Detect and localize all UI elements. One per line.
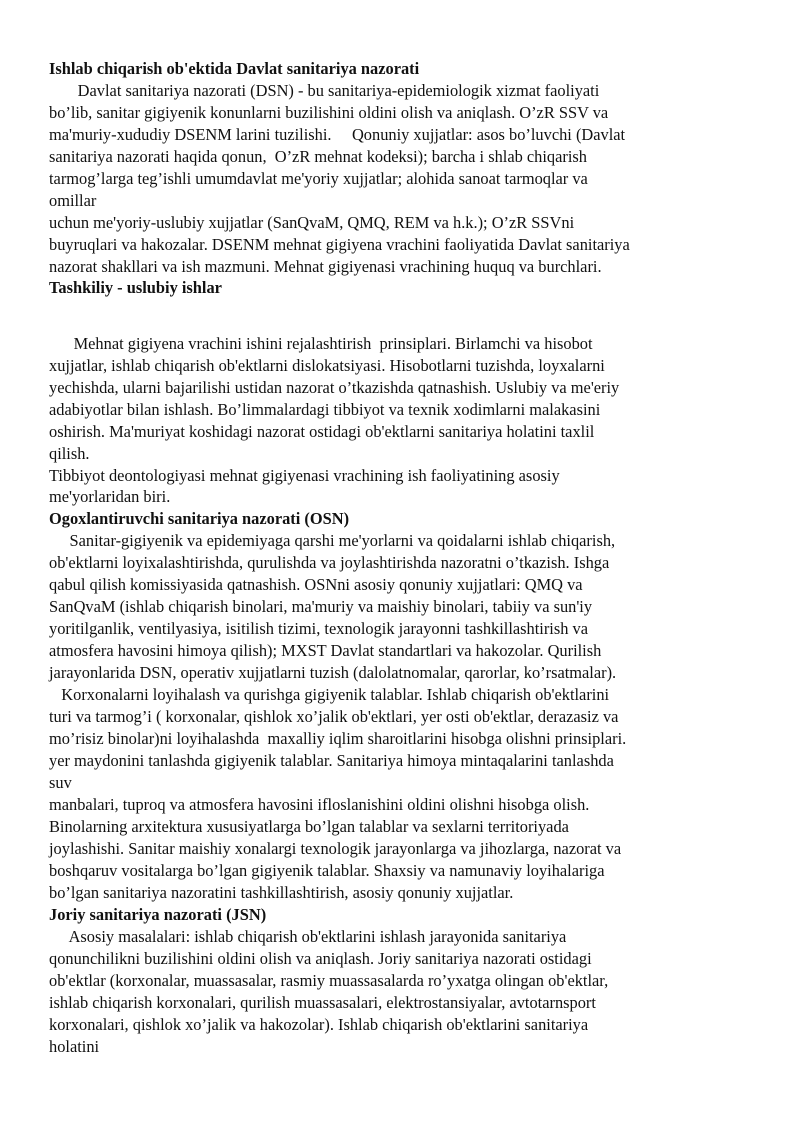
text-line: qonunchilikni buzilishini oldini olish va aniqlash. Joriy sanitariya nazorati ostidagi	[49, 949, 592, 968]
text-line: Tibbiyot deontologiyasi mehnat gigiyenasi vrachining ish faoliyatining asosiy	[49, 466, 560, 485]
text-line: oshirish. Ma'muriyat koshidagi nazorat ostidagi ob'ektlarni sanitariya holatini taxlil	[49, 422, 595, 441]
text-line: ma'muriy-xududiy DSENM larini tuzilishi. Qonuniy xujjatlar: asos bo’luvchi (Davlat	[49, 125, 626, 144]
text-line: ob'ektlarni loyixalashtirishda, qurulishda va joylashtirishda nazoratni o’tkazish. Ishga	[49, 553, 610, 572]
text-line: Asosiy masalalari: ishlab chiqarish ob'ektlarini ishlash jarayonida sanitariya	[49, 927, 567, 946]
text-line: Mehnat gigiyena vrachini ishini rejalashtirish prinsiplari. Birlamchi va hisobot	[49, 334, 593, 353]
text-line: nazorat shakllari va ish mazmuni. Mehnat gigiyenasi vrachining huquq va burchlari.	[49, 257, 602, 276]
heading-tashkiliy: Tashkiliy - uslubiy ishlar	[49, 278, 222, 297]
text-line: ishlab chiqarish korxonalari, qurilish muassasalari, elektrostansiyalar, avtotarnsport	[49, 993, 596, 1012]
text-line: boshqaruv vositalarga bo’lgan gigiyenik talablar. Shaxsiy va namunaviy loyihalariga	[49, 861, 605, 880]
text-line: bo’lgan sanitariya nazoratini tashkillashtirish, asosiy qonuniy xujjatlar.	[49, 883, 514, 902]
text-line: joylashishi. Sanitar maishiy xonalargi texnologik jarayonlarga va jihozlarga, nazorat va	[49, 839, 622, 858]
text-line: jarayonlarida DSN, operativ xujjatlarni tuzish (dalolatnomalar, qarorlar, ko’rsatmalar).	[49, 663, 617, 682]
text-line: yer maydonini tanlashda gigiyenik talablar. Sanitariya himoya mintaqalarini tanlashda	[49, 751, 614, 770]
heading-jsn: Joriy sanitariya nazorati (JSN)	[49, 905, 267, 924]
text-line: sanitariya nazorati haqida qonun, O’zR mehnat kodeksi); barcha i shlab chiqarish	[49, 147, 587, 166]
text-line: yechishda, ularni bajarilishi ustidan nazorat o’tkazishda qatnashish. Uslubiy va me'eriy	[49, 378, 620, 397]
text-line: korxonalari, qishlok xo’jalik va hakozolar). Ishlab chiqarish ob'ektlarini sanitariya	[49, 1015, 589, 1034]
text-line: mo’risiz binolar)ni loyihalashda maxalliy iqlim sharoitlarini hisobga olishni prinsiplari.	[49, 729, 627, 748]
text-line: me'yorlaridan biri.	[49, 487, 171, 506]
text-line: Korxonalarni loyihalash va qurishga gigiyenik talablar. Ishlab chiqarish ob'ektlarini	[49, 685, 610, 704]
text-line: Davlat sanitariya nazorati (DSN) - bu sanitariya-epidemiologik xizmat faoliyati	[49, 81, 600, 100]
text-line: buyruqlari va hakozalar. DSENM mehnat gigiyena vrachini faoliyatida Davlat sanitariya	[49, 235, 630, 254]
text-line: ob'ektlar (korxonalar, muassasalar, rasmiy muassasalarda ro’yxatga olingan ob'ektlar,	[49, 971, 609, 990]
text-line: xujjatlar, ishlab chiqarish ob'ektlarni dislokatsiyasi. Hisobotlarni tuzishda, loyxalarni	[49, 356, 605, 375]
text-line: turi va tarmog’i ( korxonalar, qishlok xo’jalik ob'ektlari, yer osti ob'ektlar, derazasiz va	[49, 707, 619, 726]
text-line: omillar	[49, 191, 97, 210]
text-line: manbalari, tuproq va atmosfera havosini ifloslanishini oldini olishni hisobga olish.	[49, 795, 590, 814]
text-line: tarmog’larga teg’ishli umumdavlat me'yoriy xujjatlar; alohida sanoat tarmoqlar va	[49, 169, 588, 188]
text-line: holatini	[49, 1037, 100, 1056]
text-line: SanQvaM (ishlab chiqarish binolari, ma'muriy va maishiy binolari, tabiiy va sun'iy	[49, 597, 593, 616]
text-line: uchun me'yoriy-uslubiy xujjatlar (SanQvaM, QMQ, REM va h.k.); O’zR SSVni	[49, 213, 575, 232]
heading-osn: Ogoxlantiruvchi sanitariya nazorati (OSN)	[49, 509, 350, 528]
text-line: yoritilganlik, ventilyasiya, isitilish tizimi, texnologik jarayonni tashkillashtirish va	[49, 619, 589, 638]
text-line: atmosfera havosini himoya qilish); MXST Davlat standartlari va hakozolar. Qurilish	[49, 641, 602, 660]
text-line: Sanitar-gigiyenik va epidemiyaga qarshi me'yorlarni va qoidalarni ishlab chiqarish,	[49, 531, 616, 550]
text-line: qabul qilish komissiyasida qatnashish. OSNni asosiy qonuniy xujjatlari: QMQ va	[49, 575, 583, 594]
text-line: qilish.	[49, 444, 90, 463]
text-line: Binolarning arxitektura xususiyatlarga bo’lgan talablar va sexlarni territoriyada	[49, 817, 569, 836]
text-line: bo’lib, sanitar gigiyenik konunlarni buzilishini oldini olish va aniqlash. O’zR SSV va	[49, 103, 609, 122]
text-line: suv	[49, 773, 72, 792]
text-line: adabiyotlar bilan ishlash. Bo’limmalardagi tibbiyot va texnik xodimlarni malakasini	[49, 400, 601, 419]
heading-dsn: Ishlab chiqarish ob'ektida Davlat sanitariya nazorati	[49, 59, 420, 78]
